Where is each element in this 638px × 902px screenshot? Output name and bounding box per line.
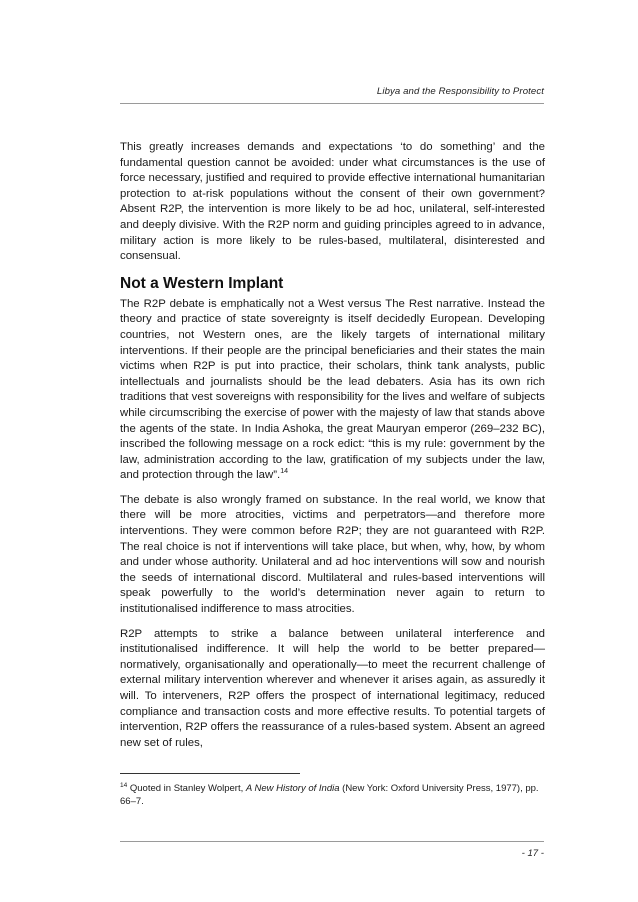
footnote-14 [120,782,545,808]
footnote-text-after: (New York: Oxford University Press, 1977), pp. 66–7. [120,783,539,807]
header-rule [120,103,544,104]
section-heading: Not a Western Implant [120,274,284,292]
page-number: - 17 - [521,848,544,859]
paragraph-3: The debate is also wrongly framed on substance. In the real world, we know that there will be more atrocities, victims and perpetrators—and therefore more interventions. They were common before R2P; they are not guaranteed with R2P. The real choice is not if interventions will take place, but when, why, how, by whom and under whose authority. Unilateral and ad hoc interventions will sow and nourish the seeds of international discord. Multilateral and rules-based interventions will speak powerfully to the world’s determination never again to return to institutionalised indifference to mass atrocities. [120,493,545,616]
paragraph-1: This greatly increases demands and expectations ‘to do something’ and the fundamental question cannot be avoided: under what circumstances is the use of force necessary, justified and required to provide effective international humanitarian protection to at-risk populations without the consent of their own government? Absent R2P, the intervention is more likely to be ad hoc, unilateral, self-interested and deeply divisive. With the R2P norm and guiding principles agreed to in advance, military action is more likely to be rules-based, multilateral, disinterested and consensual. [120,141,545,263]
footnote-separator [120,773,300,774]
running-header: Libya and the Responsibility to Protect [376,86,544,97]
footnote-reference-14[interactable]: 14 [280,468,288,476]
footnote-number: 14 [120,781,128,789]
footnote-book-title: A New History of India [245,783,340,794]
paragraph-2 [120,297,545,484]
body-content [120,140,545,760]
footer-rule [120,841,544,842]
footnote-text-before: Quoted in Stanley Wolpert, [127,783,246,794]
paragraph-2-text: The R2P debate is emphatically not a West versus The Rest narrative. Instead the theory and practice of state sovereignty is itself decidedly European. Developing countries, not Western ones, are the likely targets of international military interventions. If their people are the principal beneficiaries and their states the main victims when R2P is put into practice, their scholars, think tank analysts, public intellectuals and journalists should be the lead debaters. Asia has its own rich traditions that vest sovereigns with responsibility for the lives and welfare of subjects while circumscribing the exercise of power with the majesty of law that stands above the agents of the state. In India Ashoka, the great Mauryan emperor (269–232 BC), inscribed the following message on a rock edict: “this is my rule: government by the law, administration according to the law, gratification of my subjects under the law, and protection through the law”. [120,297,545,482]
paragraph-4: R2P attempts to strike a balance between unilateral interference and institutionalised indifference. It will help the world to be better prepared—normatively, organisationally and operationally—to meet the recurrent challenge of external military intervention wherever and whenever it arises again, as assuredly it will. To interveners, R2P offers the prospect of international legitimacy, reduced compliance and transaction costs and more effective results. To potential targets of intervention, R2P offers the reassurance of a rules-based system. Absent an agreed new set of rules, [120,627,545,749]
